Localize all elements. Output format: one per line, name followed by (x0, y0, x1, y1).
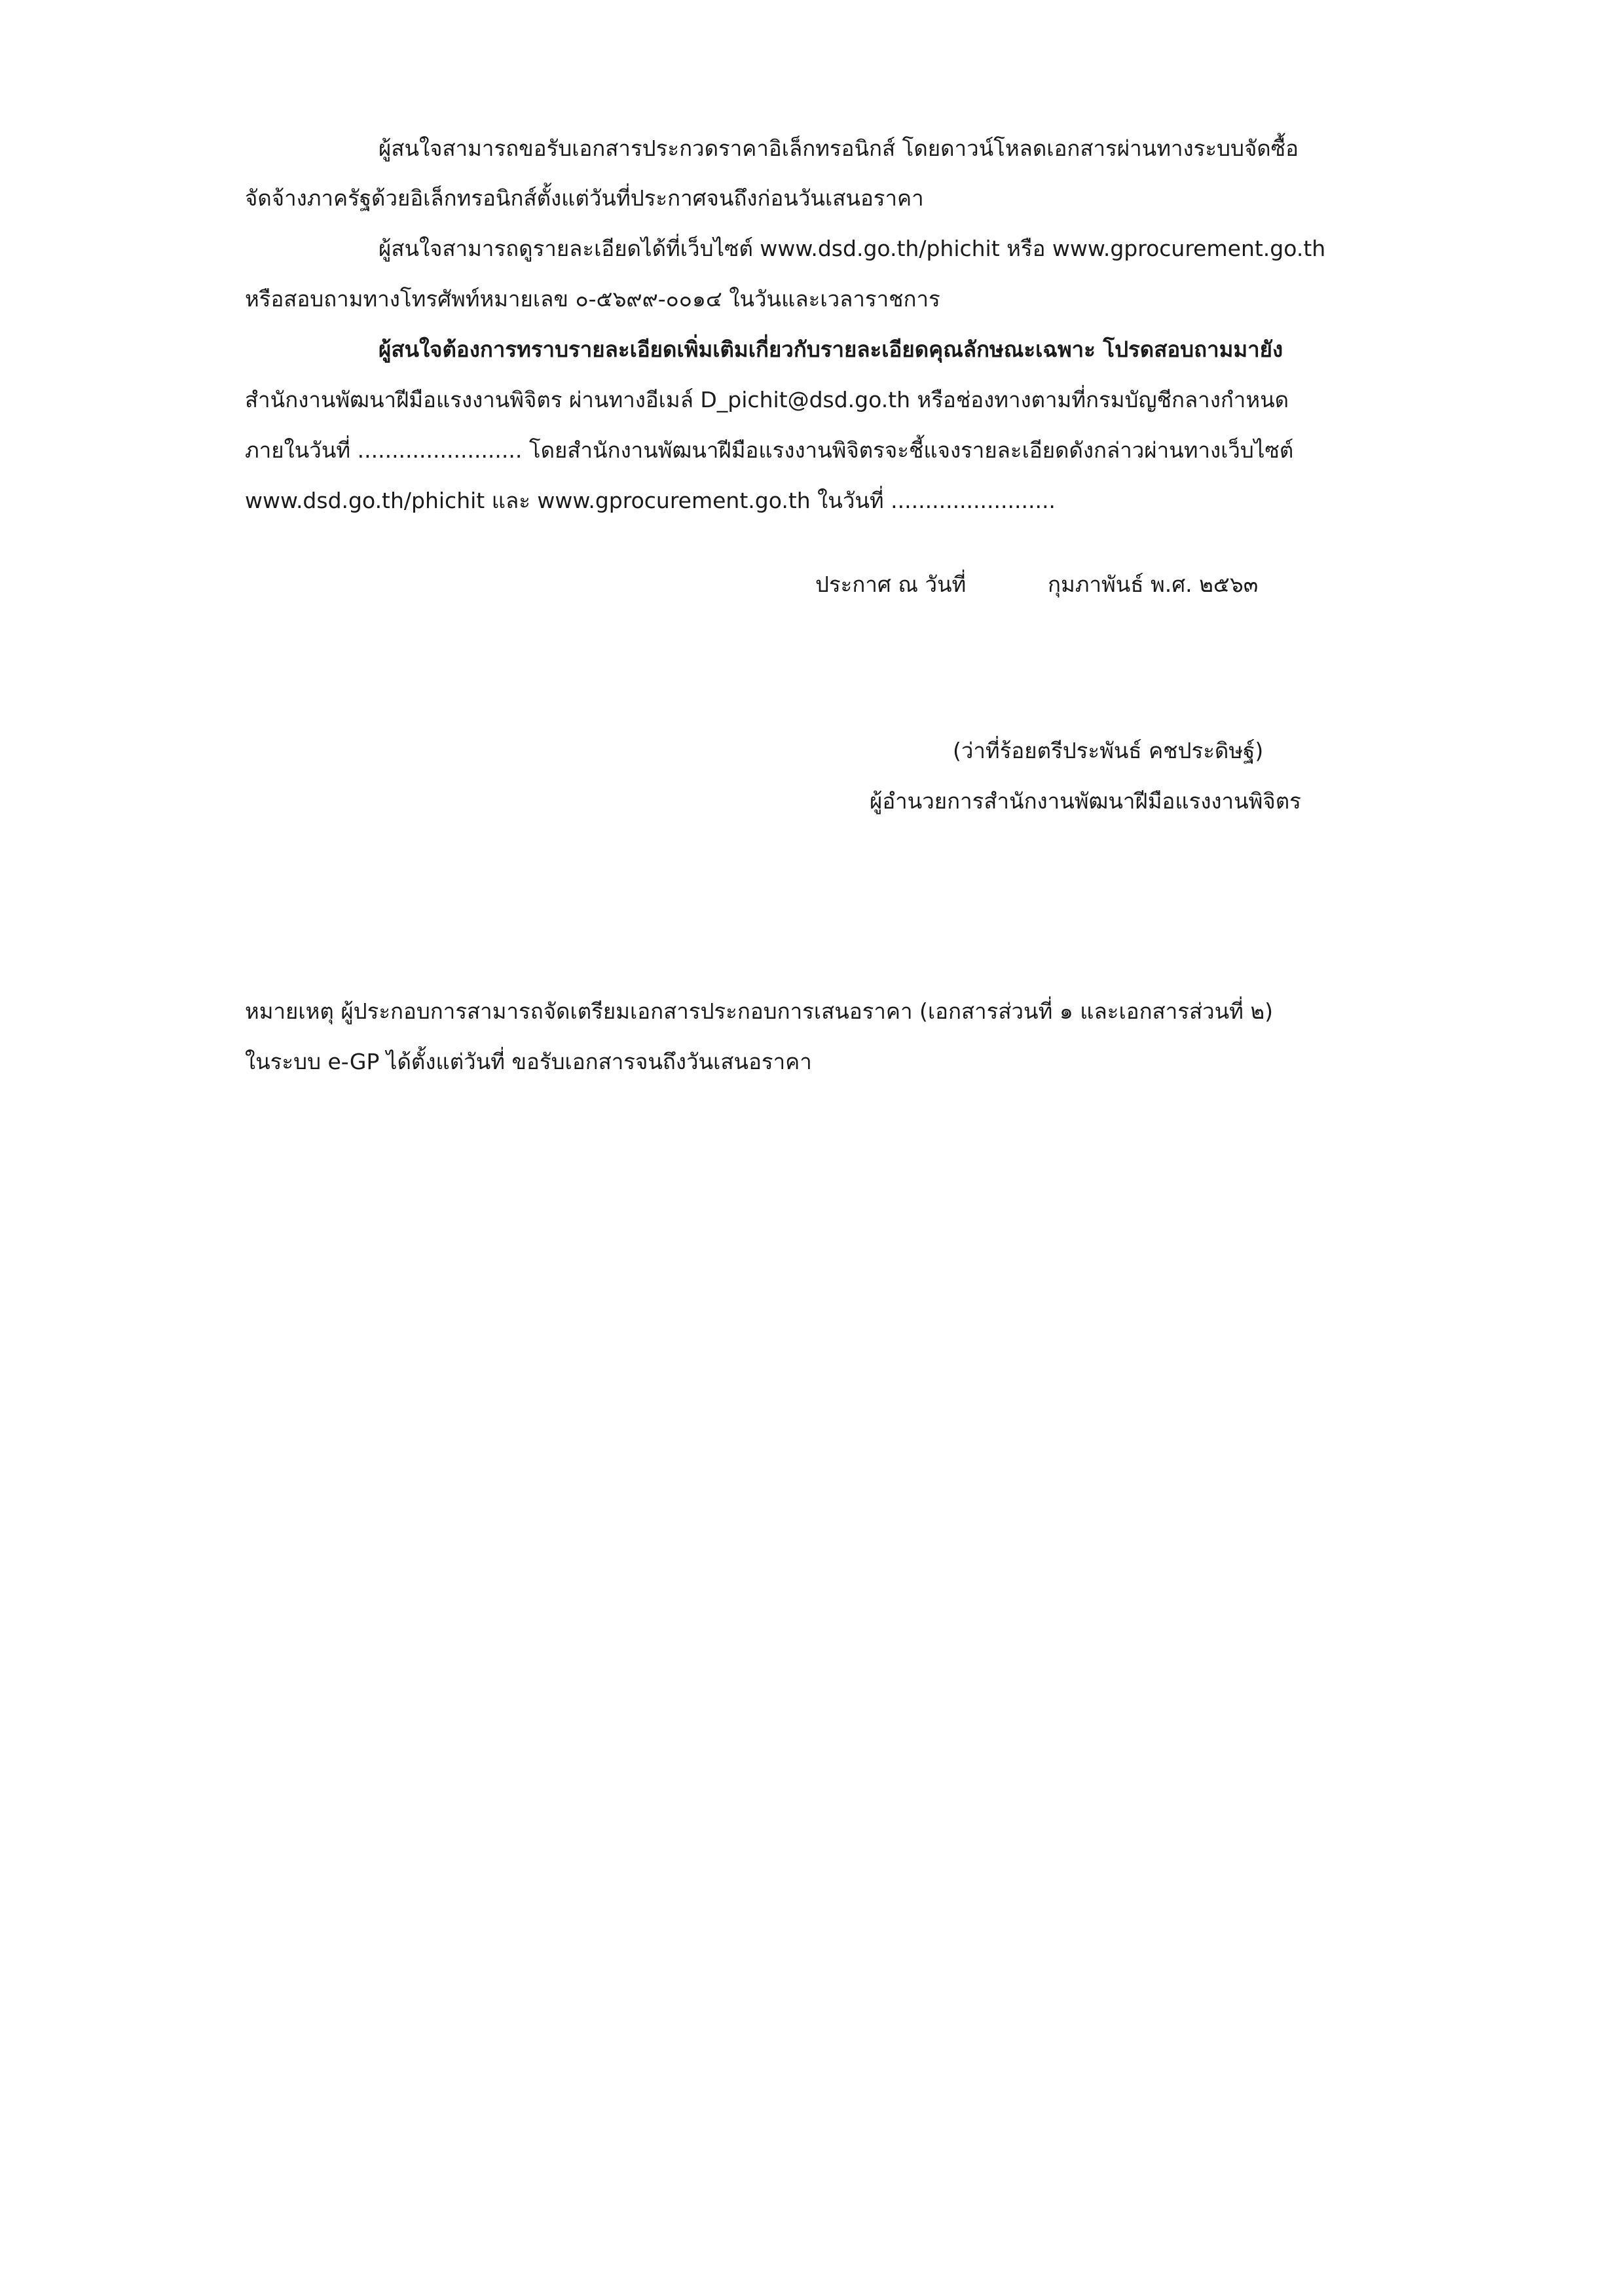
note-line-1: หมายเหตุ ผู้ประกอบการสามารถจัดเตรียมเอกสารประกอบการเสนอราคา (เอกสารส่วนที่ ๑ และเอกสารส่วนที่ ๒) (245, 998, 1274, 1024)
paragraph-2-line-2: หรือสอบถามทางโทรศัพท์หมายเลข ๐-๕๖๙๙-๐๐๑๔ ในวันและเวลาราชการ (245, 286, 940, 312)
paragraph-1-line-2: จัดจ้างภาครัฐด้วยอิเล็กทรอนิกส์ตั้งแต่วันที่ประกาศจนถึงก่อนวันเสนอราคา (245, 185, 924, 211)
paragraph-3-line-3: ภายในวันที่ ........................ โดยสำนักงานพัฒนาฝีมือแรงงานพิจิตรจะชี้แจงรายละเอียดดังกล่าวผ่านทางเว็บไซต์ (245, 437, 1294, 463)
paragraph-3-line-1: ผู้สนใจต้องการทราบรายละเอียดเพิ่มเติมเกี่ยวกับรายละเอียดคุณลักษณะเฉพาะ โปรดสอบถามมายัง (378, 337, 1283, 362)
signatory-position: ผู้อำนวยการสำนักงานพัฒนาฝีมือแรงงานพิจิตร (870, 788, 1301, 814)
paragraph-3-line-4: www.dsd.go.th/phichit และ www.gprocurement.go.th ในวันที่ ........................ (245, 488, 1056, 513)
announcement-date: กุมภาพันธ์ พ.ศ. ๒๕๖๓ (1048, 572, 1259, 597)
signatory-name: (ว่าที่ร้อยตรีประพันธ์ คชประดิษฐ์) (953, 738, 1264, 763)
paragraph-3-line-2: สำนักงานพัฒนาฝีมือแรงงานพิจิตร ผ่านทางอีเมล์ D_pichit@dsd.go.th หรือช่องทางตามที่กรมบัญชีกลางกำหนด (245, 387, 1289, 412)
paragraph-1-line-1: ผู้สนใจสามารถขอรับเอกสารประกวดราคาอิเล็กทรอนิกส์ โดยดาวน์โหลดเอกสารผ่านทางระบบจัดซื้อ (378, 136, 1299, 161)
note-line-2: ในระบบ e-GP ได้ตั้งแต่วันที่ ขอรับเอกสารจนถึงวันเสนอราคา (245, 1049, 812, 1074)
announcement-label: ประกาศ ณ วันที่ (815, 572, 967, 597)
paragraph-2-line-1: ผู้สนใจสามารถดูรายละเอียดได้ที่เว็บไซต์ www.dsd.go.th/phichit หรือ www.gprocurement.go.th (378, 236, 1326, 261)
